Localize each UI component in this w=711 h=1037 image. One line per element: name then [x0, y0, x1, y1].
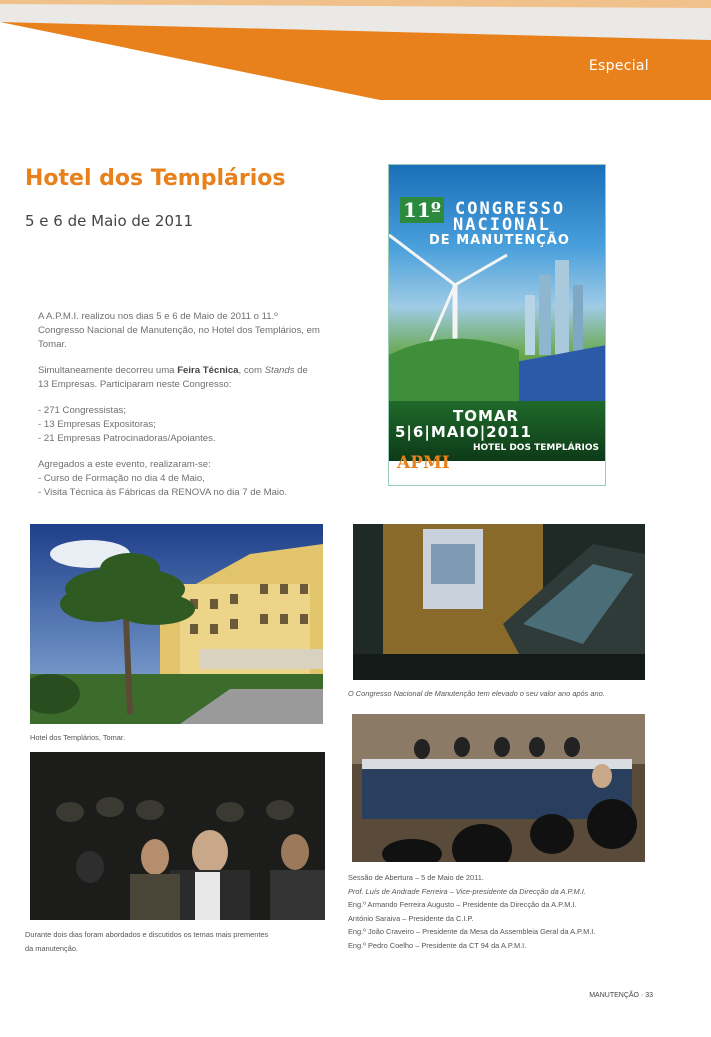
list-item: - Curso de Formação no dia 4 de Maio,: [38, 472, 320, 486]
congress-poster: [388, 164, 606, 486]
audience-caption-line1: Durante dois dias foram abordados e discutidos os temas mais prementes: [25, 930, 269, 939]
hotel-photo: [30, 524, 323, 724]
page-footer: MANUTENÇÃO · 33: [589, 992, 653, 999]
poster-hotel: HOTEL DOS TEMPLÁRIOS: [473, 443, 600, 453]
poster-line3: DE MANUTENÇÃO: [429, 233, 570, 248]
list-item: - 13 Empresas Expositoras;: [38, 418, 320, 432]
session-credits: [348, 871, 595, 953]
credits-line: António Saraiva – Presidente da C.I.P.: [348, 913, 474, 923]
list-item: - Visita Técnica às Fábricas da RENOVA no dia 7 de Maio.: [38, 486, 320, 500]
opening-session-photo: [352, 714, 645, 862]
poster-dates: 5|6|MAIO|2011: [395, 423, 532, 441]
hotel-caption: Hotel dos Templários, Tomar.: [30, 733, 126, 742]
list-item: - 21 Empresas Patrocinadoras/Apoiantes.: [38, 432, 320, 446]
credits-line: Prof. Luís de Andrade Ferreira – Vice-presidente da Direcção da A.P.M.I.: [348, 886, 586, 896]
poster-line2: NACIONAL: [453, 215, 551, 235]
article-body: [38, 310, 320, 512]
congress-caption: O Congresso Nacional de Manutenção tem elevado o seu valor ano após ano.: [348, 689, 605, 698]
header-banner: [0, 0, 711, 100]
paragraph-2: Simultaneamente decorreu uma Feira Técnica, com Stands de 13 Empresas. Participaram neste Congresso:: [38, 365, 308, 390]
audience-photo: [30, 752, 325, 920]
audience-caption-line2: da manutenção.: [25, 944, 79, 953]
apmi-logo: APMI: [397, 453, 450, 473]
article-date: 5 e 6 de Maio de 2011: [25, 212, 194, 230]
credits-line: Sessão de Abertura – 5 de Maio de 2011.: [348, 873, 484, 882]
poster-number: 11º: [400, 197, 444, 223]
paragraph-1: A A.P.M.I. realizou nos dias 5 e 6 de Maio de 2011 o 11.º Congresso Nacional de Manutenção, no Hotel dos Templários, em Tomar.: [38, 311, 320, 350]
credits-line: Eng.º João Craveiro – Presidente da Mesa da Assembleia Geral da A.P.M.I.: [348, 927, 596, 937]
extras-list: [38, 472, 320, 500]
paragraph-3: Agregados a este evento, realizaram-se:: [38, 459, 211, 470]
article-title: Hotel dos Templários: [25, 166, 286, 191]
credits-line: Eng.º Armando Ferreira Augusto – Presidente da Direcção da A.P.M.I.: [348, 900, 577, 910]
congress-hall-photo: [353, 524, 645, 680]
poster-city: TOMAR: [453, 407, 520, 425]
poster-line1: CONGRESSO: [455, 199, 566, 219]
participants-list: [38, 404, 320, 446]
credits-line: Eng.º Pedro Coelho – Presidente da CT 94 da A.P.M.I.: [348, 940, 527, 950]
section-label: Especial: [588, 58, 649, 74]
list-item: - 271 Congressistas;: [38, 404, 320, 418]
